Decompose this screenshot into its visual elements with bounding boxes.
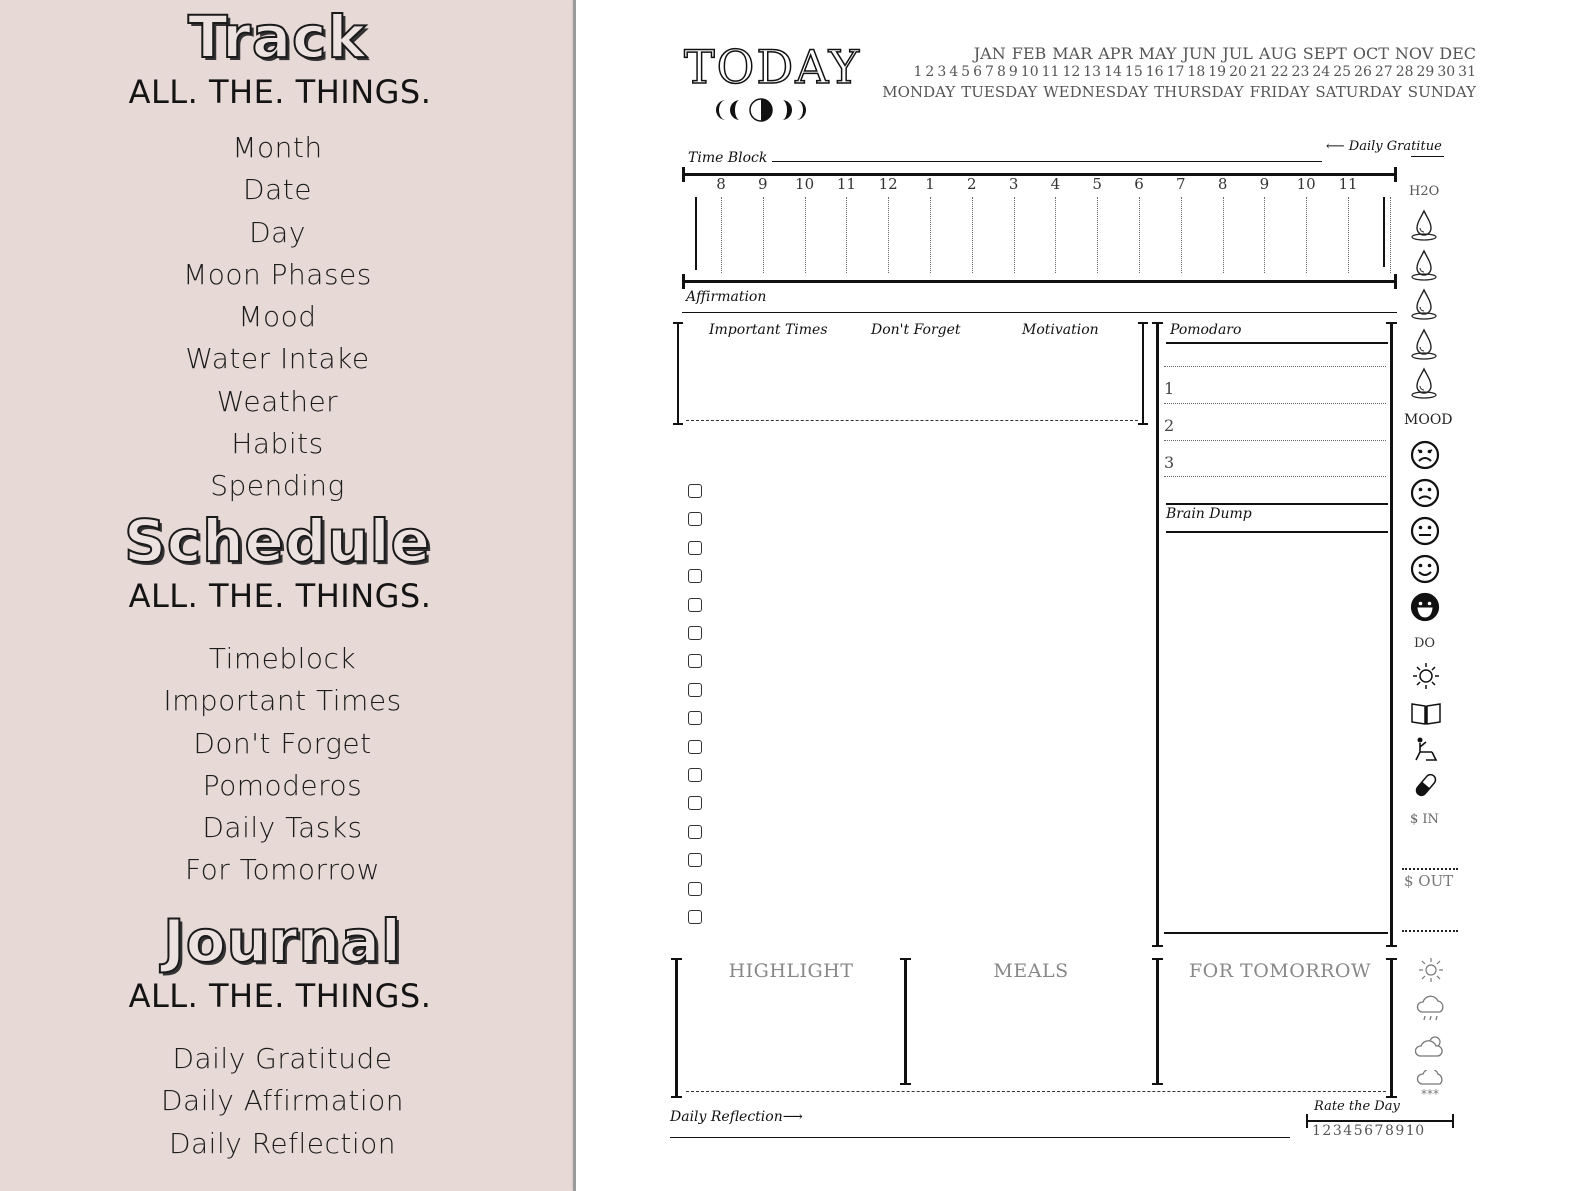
month-option[interactable]: FEB <box>1011 44 1047 63</box>
affirmation-rule <box>682 312 1397 313</box>
date-option[interactable]: 2 <box>925 64 935 80</box>
weekday-option[interactable]: WEDNESDAY <box>1043 83 1149 101</box>
date-option[interactable]: 11 <box>1041 64 1060 80</box>
weekday-option[interactable]: SUNDAY <box>1407 83 1476 101</box>
moon-phases-icon <box>716 96 806 128</box>
pomodoro-label: Pomodaro <box>1170 322 1242 338</box>
time-block-label: Time Block <box>688 150 768 166</box>
month-option[interactable]: MAR <box>1052 44 1093 63</box>
hour-gridline <box>1264 197 1265 273</box>
task-checkbox[interactable] <box>688 484 702 498</box>
hour-gridline <box>888 197 889 273</box>
date-option[interactable]: 14 <box>1104 64 1122 80</box>
neutral-face-icon[interactable] <box>1409 515 1441 547</box>
dont-forget-label: Don't Forget <box>871 322 961 338</box>
month-option[interactable]: JUL <box>1222 44 1253 63</box>
hour-gridline <box>1181 197 1182 273</box>
list-item: Timeblock <box>208 642 357 675</box>
date-option[interactable]: 30 <box>1437 64 1456 80</box>
list-item: Daily Reflection <box>168 1126 397 1160</box>
task-checkbox[interactable] <box>688 825 702 839</box>
weekday-option[interactable]: THURSDAY <box>1154 83 1244 101</box>
list-item: Mood <box>238 300 317 334</box>
weekdays-row <box>876 83 1476 101</box>
feature-panel <box>0 0 573 1191</box>
snow-cloud-icon[interactable] <box>1414 1070 1448 1100</box>
task-checkbox[interactable] <box>688 683 702 697</box>
list-item: Daily Gratitude <box>172 1042 393 1075</box>
month-option[interactable]: AUG <box>1258 44 1297 63</box>
month-option[interactable]: MAY <box>1138 44 1177 63</box>
months-row <box>968 44 1476 63</box>
timeblock-bottom-bar <box>682 280 1397 283</box>
track-subheading: ALL. THE. THINGS. <box>128 73 432 111</box>
weekday-option[interactable]: FRIDAY <box>1249 83 1310 101</box>
hour-gridline <box>1014 197 1015 273</box>
hour-gridline <box>721 197 722 273</box>
journal-heading: Journal <box>163 907 402 975</box>
hour-gridline <box>1348 197 1349 273</box>
rate-day-label: Rate the Day <box>1314 1099 1400 1114</box>
hour-gridline <box>1139 197 1140 273</box>
list-item: Daily Tasks <box>202 811 363 845</box>
pomodoro-number: 3 <box>1164 453 1175 472</box>
weekday-option[interactable]: TUESDAY <box>961 83 1038 101</box>
date-option[interactable]: 25 <box>1333 64 1352 80</box>
hour-label: 2 <box>967 175 977 193</box>
hour-label: 10 <box>1296 175 1316 193</box>
date-option[interactable]: 26 <box>1354 64 1372 80</box>
list-item: Spending <box>210 469 345 503</box>
list-item: Month <box>232 131 323 164</box>
list-item: Daily Affirmation <box>161 1084 404 1118</box>
mood-label: MOOD <box>1404 412 1453 428</box>
sun-icon[interactable] <box>1411 661 1441 691</box>
hour-label: 3 <box>1008 175 1019 193</box>
date-option[interactable]: 21 <box>1249 64 1268 80</box>
weekday-option[interactable]: MONDAY <box>882 83 956 101</box>
month-option[interactable]: OCT <box>1352 44 1389 63</box>
hour-gridline <box>763 197 764 273</box>
date-option[interactable]: 12 <box>1062 64 1081 80</box>
task-checkbox[interactable] <box>688 626 702 640</box>
motivation-label: Motivation <box>1022 322 1099 338</box>
yoga-icon[interactable] <box>1411 734 1441 764</box>
date-option[interactable]: 10 <box>1020 64 1039 80</box>
date-option[interactable]: 9 <box>1008 64 1018 80</box>
month-option[interactable]: JAN <box>973 44 1006 63</box>
month-option[interactable]: JUN <box>1182 44 1217 63</box>
meals-title: MEALS <box>993 960 1069 982</box>
task-checkbox[interactable] <box>688 541 702 555</box>
page-title: TODAY <box>684 40 861 94</box>
rate-option[interactable]: 6 <box>1364 1123 1374 1139</box>
month-option[interactable]: APR <box>1098 44 1133 63</box>
date-option[interactable]: 27 <box>1374 64 1393 80</box>
do-label: DO <box>1414 636 1436 651</box>
rate-option[interactable]: 1 <box>1312 1123 1322 1139</box>
task-checkbox[interactable] <box>688 654 702 668</box>
date-option[interactable]: 29 <box>1416 64 1435 80</box>
h2o-label: H2O <box>1409 184 1440 199</box>
task-checkbox[interactable] <box>688 882 702 896</box>
date-option[interactable]: 13 <box>1083 64 1102 80</box>
rate-option[interactable]: 5 <box>1353 1123 1364 1139</box>
date-option[interactable]: 7 <box>985 64 994 80</box>
rate-option[interactable]: 3 <box>1332 1123 1343 1139</box>
water-drop-icon[interactable] <box>1408 365 1440 401</box>
hour-label: 11 <box>836 175 856 193</box>
date-option[interactable]: 5 <box>961 64 971 80</box>
sunny-icon[interactable] <box>1416 957 1446 983</box>
hour-label: 11 <box>1338 175 1358 193</box>
date-option[interactable]: 20 <box>1229 64 1247 80</box>
date-option[interactable]: 8 <box>996 64 1006 80</box>
list-item: Habits <box>231 427 324 461</box>
gratitude-rule <box>1411 156 1444 157</box>
journal-list <box>5 1038 560 1165</box>
date-option[interactable]: 6 <box>973 64 983 80</box>
hour-label: 7 <box>1176 175 1186 193</box>
rate-option[interactable]: 8 <box>1384 1123 1395 1139</box>
money-in-label: $ IN <box>1410 812 1439 827</box>
list-item: Important Times <box>163 684 402 718</box>
list-item: Date <box>243 173 312 207</box>
date-option[interactable]: 1 <box>913 64 923 80</box>
pomodoro-number: 1 <box>1164 379 1175 398</box>
date-option[interactable]: 15 <box>1124 64 1143 80</box>
hour-gridline <box>805 197 806 273</box>
important-times-label: Important Times <box>709 322 828 338</box>
date-option[interactable]: 18 <box>1187 64 1206 80</box>
for-tomorrow-title: FOR TOMORROW <box>1188 960 1372 982</box>
task-checkbox[interactable] <box>688 853 702 867</box>
date-option[interactable]: 24 <box>1312 64 1331 80</box>
month-option[interactable]: NOV <box>1394 44 1434 63</box>
hour-label: 8 <box>1217 175 1228 193</box>
hour-label: 12 <box>878 175 898 193</box>
date-option[interactable]: 17 <box>1166 64 1185 80</box>
journal-subheading: ALL. THE. THINGS. <box>128 977 432 1015</box>
water-drop-icon[interactable] <box>1408 207 1440 243</box>
task-checkbox[interactable] <box>688 910 702 924</box>
rate-option[interactable]: 10 <box>1405 1123 1425 1139</box>
hour-label: 10 <box>795 175 815 193</box>
highlight-title: HIGHLIGHT <box>728 960 854 982</box>
hour-label: 9 <box>758 175 768 193</box>
list-item: Water Intake <box>185 342 370 376</box>
weekday-option[interactable]: SATURDAY <box>1315 83 1402 101</box>
hour-label: 8 <box>716 175 726 193</box>
pill-icon[interactable] <box>1411 770 1441 800</box>
task-checkbox[interactable] <box>688 569 702 583</box>
track-list <box>0 127 555 508</box>
date-tracker <box>846 44 1476 104</box>
hour-label: 1 <box>925 175 935 193</box>
water-drop-icon[interactable] <box>1408 286 1440 322</box>
task-checkbox[interactable] <box>688 598 702 612</box>
date-option[interactable]: 3 <box>937 64 947 80</box>
month-option[interactable]: SEPT <box>1302 44 1347 63</box>
gratitude-label: ⟵ Daily Gratitue <box>1326 139 1442 154</box>
date-option[interactable]: 23 <box>1291 64 1310 80</box>
rain-cloud-icon[interactable] <box>1414 995 1448 1025</box>
rate-option[interactable]: 7 <box>1374 1123 1384 1139</box>
task-checkbox[interactable] <box>688 768 702 782</box>
hour-gridline <box>930 197 931 273</box>
timeblock-top-bar <box>682 173 1397 176</box>
rate-option[interactable]: 2 <box>1322 1123 1332 1139</box>
date-option[interactable]: 28 <box>1395 64 1414 80</box>
schedule-list <box>5 638 560 892</box>
very-sad-face-icon[interactable] <box>1409 439 1441 471</box>
affirmation-label: Affirmation <box>686 289 767 305</box>
list-item: Pomoderos <box>202 768 363 802</box>
sad-face-icon[interactable] <box>1409 477 1441 509</box>
date-option[interactable]: 16 <box>1145 64 1164 80</box>
dates-row <box>910 64 1476 80</box>
date-option[interactable]: 31 <box>1458 64 1476 80</box>
hour-gridline <box>1097 197 1098 273</box>
list-item: Day <box>249 215 306 249</box>
task-checkbox[interactable] <box>688 796 702 810</box>
partly-cloudy-icon[interactable] <box>1414 1033 1448 1061</box>
money-out-label: $ OUT <box>1404 872 1454 890</box>
schedule-subheading: ALL. THE. THINGS. <box>128 577 432 615</box>
planner-page <box>576 0 1588 1191</box>
list-item: Moon Phases <box>183 257 372 291</box>
pomodoro-number: 2 <box>1164 416 1175 435</box>
hour-label: 4 <box>1050 175 1061 193</box>
brain-dump-label: Brain Dump <box>1166 506 1252 522</box>
date-option[interactable]: 22 <box>1270 64 1289 80</box>
hour-label: 9 <box>1259 175 1270 193</box>
hour-gridline <box>1055 197 1056 273</box>
date-option[interactable]: 4 <box>949 64 959 80</box>
time-block-rule <box>772 161 1322 162</box>
water-drop-icon[interactable] <box>1408 326 1440 362</box>
date-option[interactable]: 19 <box>1208 64 1227 80</box>
reflection-label: Daily Reflection⟶ <box>670 1109 803 1125</box>
track-heading: Track <box>188 3 367 71</box>
list-item: For Tomorrow <box>185 853 380 887</box>
list-item: Don't Forget <box>193 726 372 760</box>
hour-gridline <box>972 197 973 273</box>
hour-gridline <box>1223 197 1224 273</box>
task-checkbox[interactable] <box>688 512 702 526</box>
book-icon[interactable] <box>1409 698 1443 728</box>
list-item: Weather <box>216 384 339 418</box>
smile-face-icon[interactable] <box>1409 553 1441 585</box>
svg-text:***: *** <box>1421 1087 1439 1100</box>
month-option[interactable]: DEC <box>1439 44 1476 63</box>
hour-gridline <box>1390 197 1391 273</box>
hour-gridline <box>1306 197 1307 273</box>
schedule-heading: Schedule <box>124 507 431 575</box>
reflection-rule <box>670 1137 1290 1138</box>
hour-gridline <box>846 197 847 273</box>
task-checkbox[interactable] <box>688 711 702 725</box>
rate-scale[interactable] <box>1312 1123 1426 1139</box>
hour-label: 5 <box>1092 175 1102 193</box>
rate-option[interactable]: 9 <box>1395 1123 1405 1139</box>
task-checkbox[interactable] <box>688 740 702 754</box>
rate-option[interactable]: 4 <box>1343 1123 1353 1139</box>
hour-label: 6 <box>1134 175 1144 193</box>
water-drop-icon[interactable] <box>1408 247 1440 283</box>
grin-face-icon[interactable] <box>1409 591 1441 623</box>
